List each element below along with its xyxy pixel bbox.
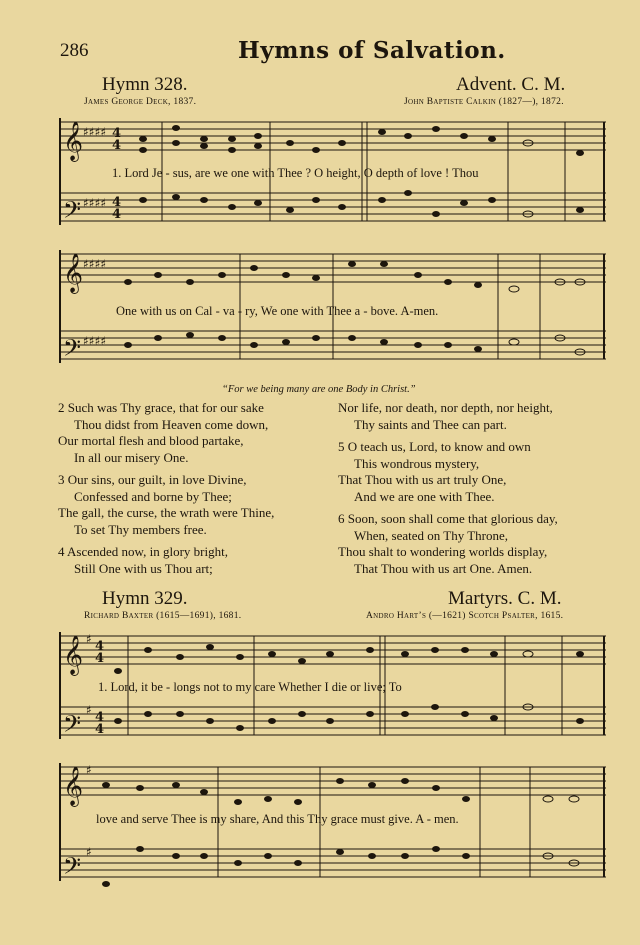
- svg-text:4: 4: [95, 722, 105, 737]
- svg-text:♯♯♯♯: ♯♯♯♯: [83, 125, 107, 139]
- svg-text:4: 4: [95, 639, 105, 654]
- svg-text:𝄞: 𝄞: [63, 766, 84, 806]
- verse-number: 5: [338, 439, 345, 454]
- verse-line: Thou shalt to wondering worlds display,: [338, 544, 548, 559]
- svg-text:4: 4: [112, 207, 122, 222]
- svg-text:♯: ♯: [86, 703, 92, 717]
- verse-3: [58, 472, 333, 538]
- hymn-329-tune: Martyrs. C. M.: [448, 588, 562, 609]
- svg-text:♯: ♯: [86, 632, 92, 646]
- hymn-328-tune: Advent. C. M.: [456, 74, 566, 95]
- verse-line: Our mortal flesh and blood partake,: [58, 433, 244, 448]
- hymn-328-composer: John Baptiste Calkin (1827—), 1872.: [404, 97, 564, 107]
- svg-text:𝄢: 𝄢: [63, 196, 82, 229]
- page-number: 286: [60, 40, 89, 61]
- verse-6: [338, 511, 610, 577]
- svg-text:𝄢: 𝄢: [63, 852, 82, 885]
- svg-text:4: 4: [95, 710, 105, 725]
- svg-text:𝄢: 𝄢: [63, 710, 82, 743]
- svg-text:𝄞: 𝄞: [63, 253, 84, 293]
- verse-line: Such was Thy grace, that for our sake: [67, 400, 264, 415]
- hymn-328-title: Hymn 328.: [102, 74, 188, 95]
- verse-line: Our sins, our guilt, in love Divine,: [67, 472, 247, 487]
- verse-line: Confessed and borne by Thee;: [74, 488, 232, 504]
- verse-4: [58, 544, 333, 577]
- hymn-328-verses-left: [58, 400, 333, 577]
- hymn-328-lyrics-line2: One with us on Cal - va - ry, We one with Thee a - bove. A-men.: [116, 304, 439, 318]
- hymn-328-verses-right: [338, 400, 610, 577]
- hymn-328-author: James George Deck, 1837.: [84, 97, 197, 107]
- hymn-329-composer: Andro Hart’s (—1621) Scotch Psalter, 1615.: [366, 611, 564, 621]
- verse-number: 4: [58, 544, 65, 559]
- verse-line: And we are one with Thee.: [354, 488, 495, 504]
- verse-line: Still One with us Thou art;: [74, 560, 213, 576]
- verse-line: The gall, the curse, the wrath were Thine,: [58, 505, 275, 520]
- verse-line: Ascended now, in glory bright,: [67, 544, 228, 559]
- verse-line: O teach us, Lord, to know and own: [347, 439, 531, 454]
- verse-line: That Thou with us art truly One,: [338, 472, 507, 487]
- svg-text:𝄞: 𝄞: [63, 121, 84, 161]
- verse-2: [58, 400, 333, 466]
- svg-text:♯♯♯♯: ♯♯♯♯: [83, 334, 107, 348]
- verse-number: 6: [338, 511, 345, 526]
- svg-text:𝄢: 𝄢: [63, 334, 82, 367]
- svg-text:4: 4: [95, 651, 105, 666]
- verse-line: Nor life, nor death, nor depth, nor height,: [338, 400, 553, 415]
- hymn-329-title: Hymn 329.: [102, 588, 188, 609]
- svg-text:4: 4: [112, 138, 122, 153]
- verse-line: In all our misery One.: [74, 449, 189, 465]
- verse-number: 3: [58, 472, 65, 487]
- verse-line: That Thou with us art One. Amen.: [354, 560, 533, 576]
- verse-line: When, seated on Thy Throne,: [354, 527, 509, 543]
- hymn-329-author: Richard Baxter (1615—1691), 1681.: [84, 611, 242, 621]
- running-title: Hymns of Salvation.: [238, 37, 506, 64]
- svg-text:𝄞: 𝄞: [63, 635, 84, 675]
- verse-number: 2: [58, 400, 65, 415]
- svg-text:♯: ♯: [86, 845, 92, 859]
- svg-text:♯♯♯♯: ♯♯♯♯: [83, 196, 107, 210]
- verse-4-continued: [338, 400, 610, 433]
- verse-line: Soon, soon shall come that glorious day,: [347, 511, 558, 526]
- verse-line: This wondrous mystery,: [354, 455, 480, 471]
- svg-text:4: 4: [112, 126, 122, 141]
- hymn-329-lyrics-line1: 1. Lord, it be - longs not to my care Whether I die or live; To: [98, 680, 402, 694]
- svg-text:♯♯♯♯: ♯♯♯♯: [83, 257, 107, 271]
- hymn-329-lyrics-line2: love and serve Thee is my share, And this Thy grace must give. A - men.: [96, 812, 459, 826]
- verse-5: [338, 439, 610, 505]
- verse-line: To set Thy members free.: [74, 521, 207, 537]
- treble-staff: [60, 122, 606, 150]
- verse-line: Thou didst from Heaven come down,: [74, 416, 269, 432]
- verse-line: Thy saints and Thee can part.: [354, 416, 507, 432]
- hymn-328-epigraph: “For we being many are one Body in Christ.”: [222, 384, 416, 395]
- svg-text:♯: ♯: [86, 763, 92, 777]
- svg-text:4: 4: [112, 195, 122, 210]
- hymn-328-lyrics-line1: 1. Lord Je - sus, are we one with Thee ? O height, O depth of love ! Thou: [112, 166, 479, 180]
